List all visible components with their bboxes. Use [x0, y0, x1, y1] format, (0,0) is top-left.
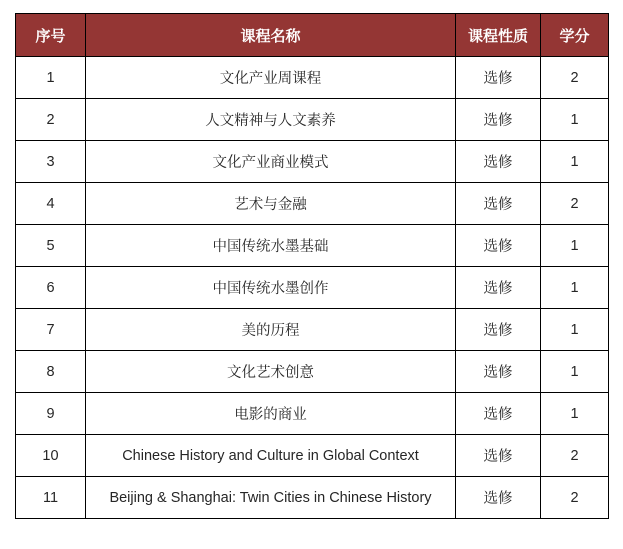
table-row: [16, 393, 609, 435]
table-row: [16, 351, 609, 393]
table-row: [16, 141, 609, 183]
row-cell-course-type: 选修: [456, 351, 541, 393]
row-cell-course-name: Beijing & Shanghai: Twin Cities in Chinese History: [86, 477, 456, 519]
table-row: [16, 99, 609, 141]
row-cell-no: 1: [16, 57, 86, 99]
row-cell-course-type: 选修: [456, 267, 541, 309]
row-cell-no: 2: [16, 99, 86, 141]
row-cell-no: 3: [16, 141, 86, 183]
row-cell-course-name: 电影的商业: [86, 393, 456, 435]
row-cell-course-name: 文化产业周课程: [86, 57, 456, 99]
row-cell-course-name: 文化产业商业模式: [86, 141, 456, 183]
row-cell-course-name: 中国传统水墨创作: [86, 267, 456, 309]
row-cell-course-type: 选修: [456, 99, 541, 141]
row-cell-course-type: 选修: [456, 141, 541, 183]
row-cell-course-name: 人文精神与人文素养: [86, 99, 456, 141]
row-cell-course-name: 中国传统水墨基础: [86, 225, 456, 267]
table-row: [16, 225, 609, 267]
row-cell-course-type: 选修: [456, 477, 541, 519]
table-row: [16, 183, 609, 225]
row-cell-course-type: 选修: [456, 183, 541, 225]
header-cell-name: 课程名称: [86, 14, 456, 57]
row-cell-credits: 1: [541, 99, 609, 141]
row-cell-credits: 2: [541, 477, 609, 519]
table-row: [16, 477, 609, 519]
header-cell-type: 课程性质: [456, 14, 541, 57]
row-cell-course-name: 艺术与金融: [86, 183, 456, 225]
row-cell-no: 5: [16, 225, 86, 267]
row-cell-credits: 1: [541, 351, 609, 393]
course-credit-table: [15, 13, 609, 519]
row-cell-no: 10: [16, 435, 86, 477]
row-cell-credits: 1: [541, 267, 609, 309]
row-cell-course-name: 美的历程: [86, 309, 456, 351]
row-cell-course-type: 选修: [456, 435, 541, 477]
header-cell-credits: 学分: [541, 14, 609, 57]
row-cell-no: 11: [16, 477, 86, 519]
table-row: [16, 267, 609, 309]
row-cell-course-name: Chinese History and Culture in Global Context: [86, 435, 456, 477]
table-row: [16, 309, 609, 351]
row-cell-credits: 2: [541, 183, 609, 225]
row-cell-credits: 1: [541, 225, 609, 267]
row-cell-course-type: 选修: [456, 225, 541, 267]
row-cell-credits: 2: [541, 435, 609, 477]
table-body: [16, 57, 609, 519]
header-cell-no: 序号: [16, 14, 86, 57]
table-header-row: [16, 14, 609, 57]
row-cell-credits: 1: [541, 141, 609, 183]
row-cell-credits: 1: [541, 393, 609, 435]
row-cell-no: 9: [16, 393, 86, 435]
row-cell-course-type: 选修: [456, 57, 541, 99]
row-cell-no: 8: [16, 351, 86, 393]
row-cell-no: 7: [16, 309, 86, 351]
row-cell-credits: 2: [541, 57, 609, 99]
row-cell-course-type: 选修: [456, 393, 541, 435]
row-cell-credits: 1: [541, 309, 609, 351]
row-cell-no: 4: [16, 183, 86, 225]
row-cell-course-type: 选修: [456, 309, 541, 351]
table-row: [16, 57, 609, 99]
row-cell-course-name: 文化艺术创意: [86, 351, 456, 393]
table-row: [16, 435, 609, 477]
row-cell-no: 6: [16, 267, 86, 309]
